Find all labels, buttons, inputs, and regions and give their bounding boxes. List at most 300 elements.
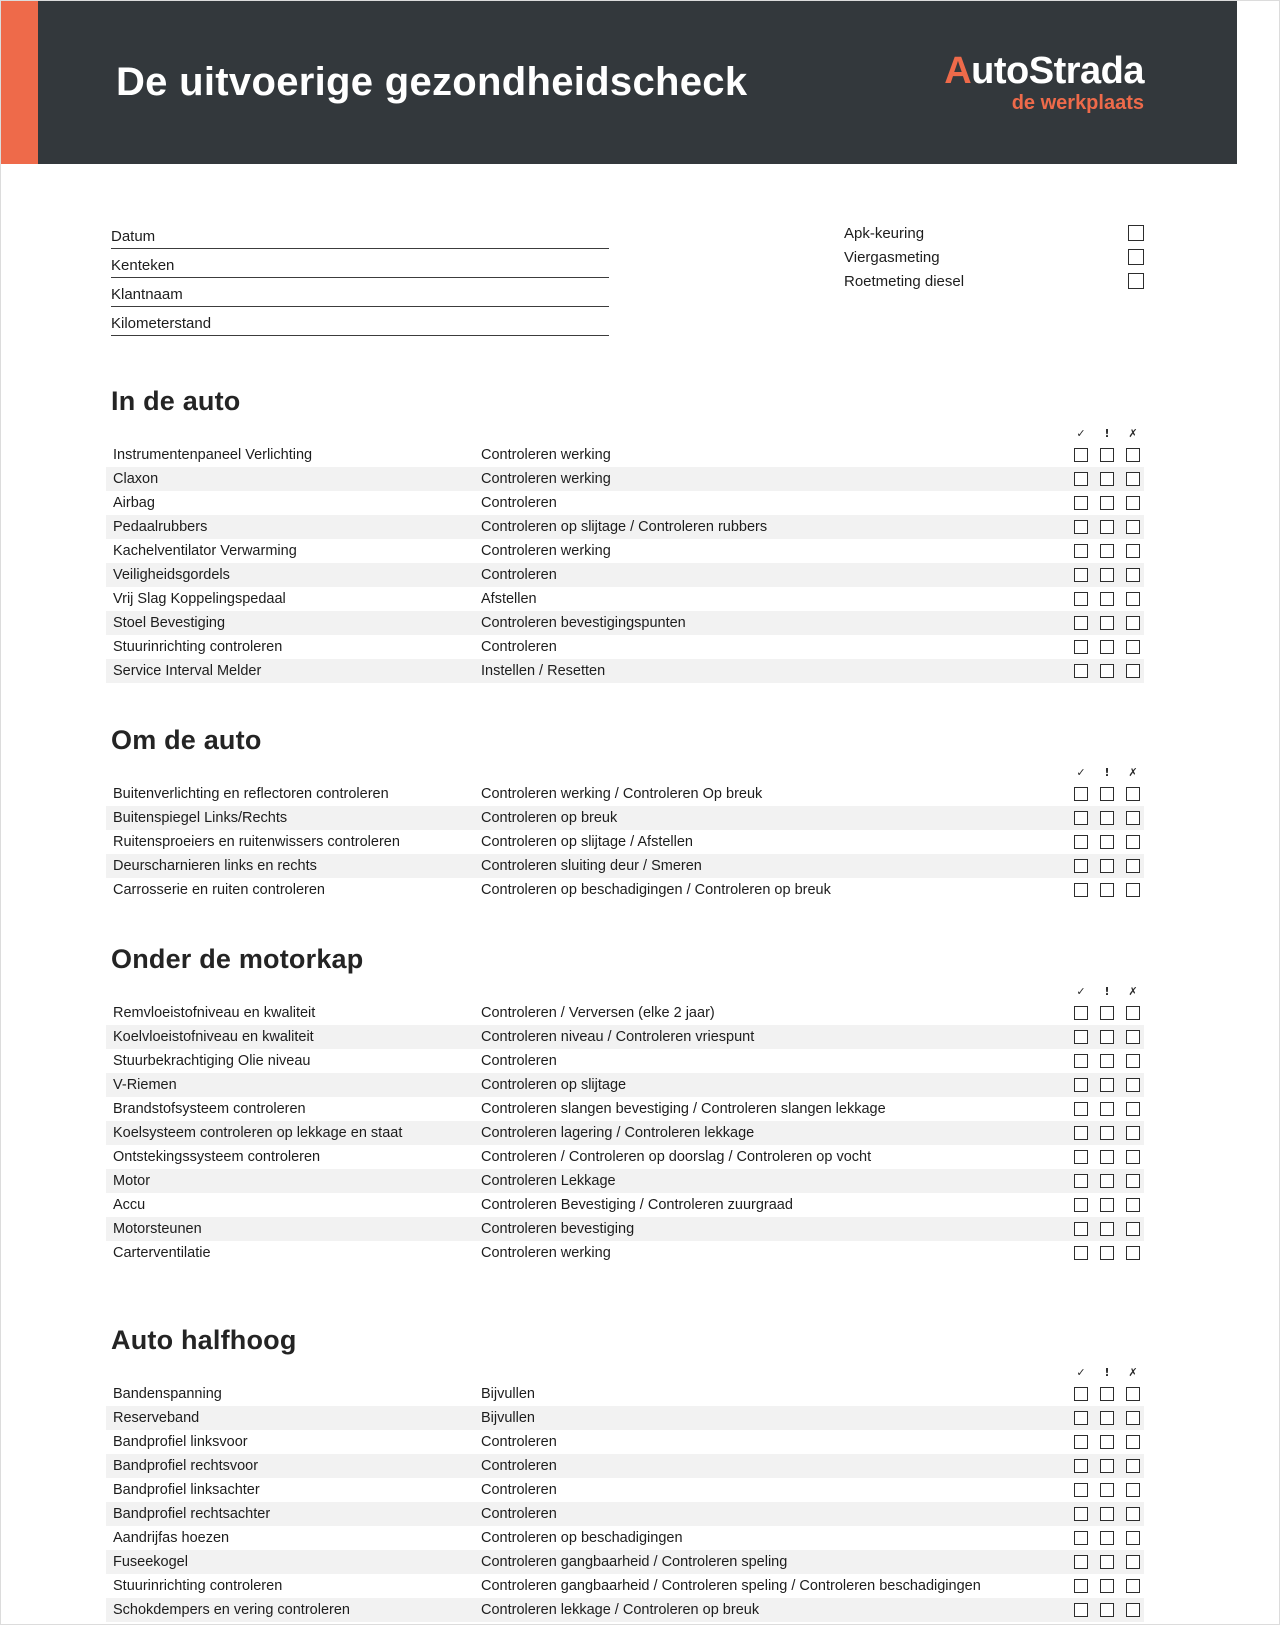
check-warning-checkbox[interactable] — [1100, 1555, 1114, 1569]
check-fail-checkbox[interactable] — [1126, 1198, 1140, 1212]
check-warning-checkbox[interactable] — [1100, 592, 1114, 606]
check-warning-checkbox[interactable] — [1100, 1126, 1114, 1140]
check-warning-checkbox[interactable] — [1100, 520, 1114, 534]
checklist-row — [106, 1193, 1144, 1217]
check-fail-checkbox[interactable] — [1126, 1054, 1140, 1068]
row-checkboxes — [1074, 1387, 1140, 1401]
checklist-row — [106, 659, 1144, 683]
item-name: Bandprofiel linksachter — [113, 1482, 260, 1498]
check-fail-checkbox[interactable] — [1126, 1222, 1140, 1236]
check-fail-checkbox[interactable] — [1126, 640, 1140, 654]
item-name: Carterventilatie — [113, 1245, 211, 1261]
checklist-row — [106, 1430, 1144, 1454]
symbol-warning-icon: ! — [1104, 1366, 1110, 1379]
check-fail-checkbox[interactable] — [1126, 1459, 1140, 1473]
item-action: Controleren — [481, 1434, 557, 1450]
item-action: Controleren — [481, 495, 557, 511]
item-name: Bandenspanning — [113, 1386, 222, 1402]
section-onder-de-motorkap — [106, 944, 1144, 1265]
row-checkboxes — [1074, 544, 1140, 558]
check-fail-checkbox[interactable] — [1126, 1603, 1140, 1617]
row-checkboxes — [1074, 1246, 1140, 1260]
check-fail-checkbox[interactable] — [1126, 472, 1140, 486]
check-warning-checkbox[interactable] — [1100, 811, 1114, 825]
check-warning-checkbox[interactable] — [1100, 1078, 1114, 1092]
item-name: Buitenspiegel Links/Rechts — [113, 810, 288, 826]
check-ok-checkbox[interactable] — [1074, 520, 1088, 534]
checklist-row — [106, 1121, 1144, 1145]
check-warning-checkbox[interactable] — [1100, 1435, 1114, 1449]
item-action: Controleren Lekkage — [481, 1173, 616, 1189]
check-ok-checkbox[interactable] — [1074, 1387, 1088, 1401]
check-warning-checkbox[interactable] — [1100, 496, 1114, 510]
check-ok-checkbox[interactable] — [1074, 1198, 1088, 1212]
datum-input[interactable] — [155, 220, 609, 245]
check-ok-checkbox[interactable] — [1074, 1126, 1088, 1140]
item-action: Controleren bevestiging — [481, 1221, 635, 1237]
check-fail-checkbox[interactable] — [1126, 1435, 1140, 1449]
item-name: V-Riemen — [113, 1077, 177, 1093]
check-warning-checkbox[interactable] — [1100, 1387, 1114, 1401]
item-action: Controleren sluiting deur / Smeren — [481, 858, 702, 874]
row-checkboxes — [1074, 1174, 1140, 1188]
check-ok-checkbox[interactable] — [1074, 1579, 1088, 1593]
item-action: Afstellen — [481, 591, 537, 607]
apk-keuring-checkbox[interactable] — [1128, 225, 1144, 241]
kenteken-input[interactable] — [174, 249, 609, 274]
check-ok-checkbox[interactable] — [1074, 496, 1088, 510]
check-fail-checkbox[interactable] — [1126, 1483, 1140, 1497]
page-header — [1, 1, 1237, 164]
check-fail-checkbox[interactable] — [1126, 616, 1140, 630]
section-title: In de auto — [111, 386, 241, 416]
row-checkboxes — [1074, 1555, 1140, 1569]
item-name: Ruitensproeiers en ruitenwissers controleren — [113, 834, 400, 850]
checklist-row — [106, 806, 1144, 830]
row-checkboxes — [1074, 1126, 1140, 1140]
item-name: Schokdempers en vering controleren — [113, 1602, 350, 1618]
item-name: Motor — [113, 1173, 151, 1189]
item-name: Bandprofiel linksvoor — [113, 1434, 248, 1450]
check-fail-checkbox[interactable] — [1126, 1531, 1140, 1545]
item-name: Koelsysteem controleren op lekkage en staat — [113, 1125, 403, 1141]
check-ok-checkbox[interactable] — [1074, 1174, 1088, 1188]
row-checkboxes — [1074, 811, 1140, 825]
item-action: Controleren lagering / Controleren lekkage — [481, 1125, 755, 1141]
check-warning-checkbox[interactable] — [1100, 664, 1114, 678]
item-name: Fuseekogel — [113, 1554, 188, 1570]
checklist-row — [106, 1478, 1144, 1502]
check-fail-checkbox[interactable] — [1126, 544, 1140, 558]
row-checkboxes — [1074, 787, 1140, 801]
row-checkboxes — [1074, 448, 1140, 462]
check-warning-checkbox[interactable] — [1100, 1030, 1114, 1044]
check-ok-checkbox[interactable] — [1074, 1006, 1088, 1020]
checklist-row — [106, 1574, 1144, 1598]
status-symbols-header — [106, 985, 1144, 998]
check-ok-checkbox[interactable] — [1074, 1507, 1088, 1521]
item-name: Reserveband — [113, 1410, 200, 1426]
item-action: Controleren — [481, 567, 557, 583]
row-checkboxes — [1074, 1507, 1140, 1521]
check-ok-checkbox[interactable] — [1074, 664, 1088, 678]
checklist-row — [106, 611, 1144, 635]
check-ok-checkbox[interactable] — [1074, 1102, 1088, 1116]
checklist-row — [106, 539, 1144, 563]
header-band — [38, 1, 1237, 164]
check-fail-checkbox[interactable] — [1126, 1174, 1140, 1188]
checklist-row — [106, 1097, 1144, 1121]
item-action: Controleren op breuk — [481, 810, 618, 826]
item-name: Stuurinrichting controleren — [113, 1578, 283, 1594]
symbol-ok-icon: ✓ — [1076, 427, 1086, 440]
item-name: Accu — [113, 1197, 146, 1213]
check-ok-checkbox[interactable] — [1074, 787, 1088, 801]
item-name: Ontstekingssysteem controleren — [113, 1149, 321, 1165]
symbol-warning-icon: ! — [1104, 985, 1110, 998]
status-symbols-header — [106, 427, 1144, 440]
section-title: Auto halfhoog — [111, 1325, 297, 1355]
check-fail-checkbox[interactable] — [1126, 1006, 1140, 1020]
check-fail-checkbox[interactable] — [1126, 1411, 1140, 1425]
check-warning-checkbox[interactable] — [1100, 1459, 1114, 1473]
check-fail-checkbox[interactable] — [1126, 664, 1140, 678]
check-ok-checkbox[interactable] — [1074, 448, 1088, 462]
accent-bar — [1, 1, 38, 164]
item-action: Controleren / Controleren op doorslag / Controleren op vocht — [481, 1149, 872, 1165]
item-name: Bandprofiel rechtsachter — [113, 1506, 271, 1522]
item-action: Controleren / Verversen (elke 2 jaar) — [481, 1005, 715, 1021]
item-name: Pedaalrubbers — [113, 519, 208, 535]
item-action: Controleren Bevestiging / Controleren zuurgraad — [481, 1197, 793, 1213]
inspection-options — [844, 220, 1144, 336]
item-action: Controleren — [481, 1053, 557, 1069]
check-ok-checkbox[interactable] — [1074, 883, 1088, 897]
check-warning-checkbox[interactable] — [1100, 1603, 1114, 1617]
row-checkboxes — [1074, 1531, 1140, 1545]
field-label: Klantnaam — [111, 286, 183, 303]
check-ok-checkbox[interactable] — [1074, 1030, 1088, 1044]
check-warning-checkbox[interactable] — [1100, 859, 1114, 873]
check-ok-checkbox[interactable] — [1074, 835, 1088, 849]
check-fail-checkbox[interactable] — [1126, 787, 1140, 801]
inspection-label: Roetmeting diesel — [844, 272, 965, 290]
symbol-fail-icon: ✗ — [1128, 1366, 1138, 1379]
check-warning-checkbox[interactable] — [1100, 568, 1114, 582]
check-ok-checkbox[interactable] — [1074, 1531, 1088, 1545]
check-warning-checkbox[interactable] — [1100, 1222, 1114, 1236]
checklist-row — [106, 1502, 1144, 1526]
item-action: Controleren — [481, 1458, 557, 1474]
form-field-kenteken — [111, 249, 609, 278]
item-action: Controleren op beschadigingen — [481, 1530, 683, 1546]
checklist-sections — [1, 386, 1279, 1622]
symbol-warning-icon: ! — [1104, 427, 1110, 440]
checklist-row — [106, 1049, 1144, 1073]
item-name: Stuurinrichting controleren — [113, 639, 283, 655]
form-field-datum — [111, 220, 609, 249]
inspection-label: Viergasmeting — [844, 248, 940, 266]
check-warning-checkbox[interactable] — [1100, 1102, 1114, 1116]
row-checkboxes — [1074, 835, 1140, 849]
section-auto-halfhoog — [106, 1325, 1144, 1622]
item-action: Controleren werking — [481, 471, 611, 487]
check-fail-checkbox[interactable] — [1126, 568, 1140, 582]
checklist-row — [106, 1025, 1144, 1049]
check-fail-checkbox[interactable] — [1126, 835, 1140, 849]
check-fail-checkbox[interactable] — [1126, 1126, 1140, 1140]
checklist-row — [106, 1073, 1144, 1097]
check-warning-checkbox[interactable] — [1100, 1198, 1114, 1212]
row-checkboxes — [1074, 1102, 1140, 1116]
check-fail-checkbox[interactable] — [1126, 1507, 1140, 1521]
check-ok-checkbox[interactable] — [1074, 1150, 1088, 1164]
item-name: Brandstofsysteem controleren — [113, 1101, 306, 1117]
form-fields — [111, 220, 609, 336]
checklist-row — [106, 854, 1144, 878]
row-checkboxes — [1074, 1603, 1140, 1617]
item-action: Controleren werking — [481, 447, 611, 463]
item-name: Bandprofiel rechtsvoor — [113, 1458, 259, 1474]
item-name: Airbag — [113, 495, 155, 511]
checklist-rows — [106, 443, 1144, 683]
item-action: Controleren werking — [481, 543, 611, 559]
item-action: Bijvullen — [481, 1386, 535, 1402]
row-checkboxes — [1074, 496, 1140, 510]
check-ok-checkbox[interactable] — [1074, 1411, 1088, 1425]
checklist-row — [106, 1241, 1144, 1265]
item-action: Controleren niveau / Controleren vriespunt — [481, 1029, 755, 1045]
symbol-ok-icon: ✓ — [1076, 766, 1086, 779]
row-checkboxes — [1074, 592, 1140, 606]
check-fail-checkbox[interactable] — [1126, 1102, 1140, 1116]
field-label: Kenteken — [111, 257, 175, 274]
item-action: Controleren — [481, 1482, 557, 1498]
symbol-ok-icon: ✓ — [1076, 985, 1086, 998]
item-name: Carrosserie en ruiten controleren — [113, 882, 325, 898]
row-checkboxes — [1074, 1030, 1140, 1044]
row-checkboxes — [1074, 1435, 1140, 1449]
kilometerstand-input[interactable] — [211, 307, 609, 332]
check-ok-checkbox[interactable] — [1074, 1555, 1088, 1569]
check-warning-checkbox[interactable] — [1100, 787, 1114, 801]
item-name: Deurscharnieren links en rechts — [113, 858, 317, 874]
form-field-klantnaam — [111, 278, 609, 307]
item-name: Kachelventilator Verwarming — [113, 543, 297, 559]
status-symbols-header — [106, 1366, 1144, 1379]
checklist-rows — [106, 782, 1144, 902]
page-title: De uitvoerige gezondheidscheck — [116, 60, 748, 104]
check-fail-checkbox[interactable] — [1126, 859, 1140, 873]
check-warning-checkbox[interactable] — [1100, 1246, 1114, 1260]
check-warning-checkbox[interactable] — [1100, 835, 1114, 849]
item-name: Motorsteunen — [113, 1221, 202, 1237]
checklist-row — [106, 467, 1144, 491]
row-checkboxes — [1074, 859, 1140, 873]
check-ok-checkbox[interactable] — [1074, 1078, 1088, 1092]
check-ok-checkbox[interactable] — [1074, 1603, 1088, 1617]
row-checkboxes — [1074, 1459, 1140, 1473]
checklist-row — [106, 515, 1144, 539]
check-warning-checkbox[interactable] — [1100, 1150, 1114, 1164]
roetmeting-diesel-checkbox[interactable] — [1128, 273, 1144, 289]
row-checkboxes — [1074, 1483, 1140, 1497]
row-checkboxes — [1074, 1411, 1140, 1425]
item-action: Controleren bevestigingspunten — [481, 615, 686, 631]
row-checkboxes — [1074, 1054, 1140, 1068]
row-checkboxes — [1074, 616, 1140, 630]
check-warning-checkbox[interactable] — [1100, 472, 1114, 486]
check-warning-checkbox[interactable] — [1100, 883, 1114, 897]
check-ok-checkbox[interactable] — [1074, 472, 1088, 486]
check-ok-checkbox[interactable] — [1074, 811, 1088, 825]
symbol-fail-icon: ✗ — [1128, 985, 1138, 998]
symbol-warning-icon: ! — [1104, 766, 1110, 779]
check-ok-checkbox[interactable] — [1074, 1483, 1088, 1497]
check-warning-checkbox[interactable] — [1100, 1579, 1114, 1593]
check-ok-checkbox[interactable] — [1074, 568, 1088, 582]
logo-subtitle: de werkplaats — [1011, 92, 1144, 114]
checklist-row — [106, 635, 1144, 659]
check-ok-checkbox[interactable] — [1074, 1246, 1088, 1260]
check-fail-checkbox[interactable] — [1126, 592, 1140, 606]
check-fail-checkbox[interactable] — [1126, 1579, 1140, 1593]
check-fail-checkbox[interactable] — [1126, 520, 1140, 534]
check-warning-checkbox[interactable] — [1100, 1483, 1114, 1497]
checklist-row — [106, 1598, 1144, 1622]
row-checkboxes — [1074, 1078, 1140, 1092]
check-fail-checkbox[interactable] — [1126, 883, 1140, 897]
checklist-row — [106, 878, 1144, 902]
item-name: Buitenverlichting en reflectoren controleren — [113, 786, 389, 802]
klantnaam-input[interactable] — [183, 278, 609, 303]
inspection-viergasmeting — [844, 245, 1144, 269]
checklist-row — [106, 491, 1144, 515]
check-ok-checkbox[interactable] — [1074, 640, 1088, 654]
checklist-row — [106, 1382, 1144, 1406]
checklist-row — [106, 443, 1144, 467]
check-warning-checkbox[interactable] — [1100, 1531, 1114, 1545]
item-action: Controleren op slijtage / Afstellen — [481, 834, 693, 850]
item-name: Stuurbekrachtiging Olie niveau — [113, 1053, 311, 1069]
checklist-row — [106, 1406, 1144, 1430]
row-checkboxes — [1074, 664, 1140, 678]
check-warning-checkbox[interactable] — [1100, 1411, 1114, 1425]
checklist-row — [106, 1001, 1144, 1025]
checklist-row — [106, 563, 1144, 587]
check-ok-checkbox[interactable] — [1074, 616, 1088, 630]
check-fail-checkbox[interactable] — [1126, 496, 1140, 510]
item-name: Service Interval Melder — [113, 663, 262, 679]
check-fail-checkbox[interactable] — [1126, 1078, 1140, 1092]
checklist-row — [106, 1145, 1144, 1169]
check-ok-checkbox[interactable] — [1074, 1435, 1088, 1449]
inspection-label: Apk-keuring — [844, 224, 925, 242]
row-checkboxes — [1074, 520, 1140, 534]
check-ok-checkbox[interactable] — [1074, 1222, 1088, 1236]
check-ok-checkbox[interactable] — [1074, 592, 1088, 606]
section-om-de-auto — [106, 725, 1144, 902]
item-action: Controleren lekkage / Controleren op breuk — [481, 1602, 760, 1618]
checklist-row — [106, 1217, 1144, 1241]
checklist-rows — [106, 1001, 1144, 1265]
field-label: Datum — [111, 228, 156, 245]
row-checkboxes — [1074, 1579, 1140, 1593]
item-name: Remvloeistofniveau en kwaliteit — [113, 1005, 316, 1021]
checklist-row — [106, 1526, 1144, 1550]
check-warning-checkbox[interactable] — [1100, 1507, 1114, 1521]
item-action: Controleren — [481, 1506, 557, 1522]
check-ok-checkbox[interactable] — [1074, 859, 1088, 873]
check-ok-checkbox[interactable] — [1074, 1459, 1088, 1473]
check-fail-checkbox[interactable] — [1126, 811, 1140, 825]
item-action: Controleren op slijtage — [481, 1077, 627, 1093]
item-name: Claxon — [113, 471, 159, 487]
item-action: Controleren slangen bevestiging / Controleren slangen lekkage — [481, 1101, 886, 1117]
item-action: Instellen / Resetten — [481, 663, 606, 679]
row-checkboxes — [1074, 1198, 1140, 1212]
checklist-row — [106, 782, 1144, 806]
check-warning-checkbox[interactable] — [1100, 1006, 1114, 1020]
check-ok-checkbox[interactable] — [1074, 544, 1088, 558]
form-field-kilometerstand — [111, 307, 609, 336]
check-fail-checkbox[interactable] — [1126, 1387, 1140, 1401]
check-ok-checkbox[interactable] — [1074, 1054, 1088, 1068]
check-warning-checkbox[interactable] — [1100, 640, 1114, 654]
check-warning-checkbox[interactable] — [1100, 1174, 1114, 1188]
check-warning-checkbox[interactable] — [1100, 616, 1114, 630]
item-action: Controleren — [481, 639, 557, 655]
viergasmeting-checkbox[interactable] — [1128, 249, 1144, 265]
check-fail-checkbox[interactable] — [1126, 1555, 1140, 1569]
top-form — [111, 220, 1144, 336]
item-name: Veiligheidsgordels — [113, 567, 230, 583]
symbol-fail-icon: ✗ — [1128, 427, 1138, 440]
check-warning-checkbox[interactable] — [1100, 448, 1114, 462]
item-name: Instrumentenpaneel Verlichting — [113, 447, 313, 463]
check-fail-checkbox[interactable] — [1126, 448, 1140, 462]
row-checkboxes — [1074, 1150, 1140, 1164]
row-checkboxes — [1074, 1222, 1140, 1236]
section-title: Onder de motorkap — [111, 944, 364, 974]
item-name: Aandrijfas hoezen — [113, 1530, 230, 1546]
inspection-roetmeting-diesel — [844, 269, 1144, 293]
checklist-row — [106, 1454, 1144, 1478]
inspection-apk-keuring — [844, 221, 1144, 245]
section-in-de-auto — [106, 386, 1144, 683]
check-fail-checkbox[interactable] — [1126, 1150, 1140, 1164]
item-action: Controleren op slijtage / Controleren rubbers — [481, 519, 768, 535]
check-fail-checkbox[interactable] — [1126, 1246, 1140, 1260]
row-checkboxes — [1074, 472, 1140, 486]
item-action: Bijvullen — [481, 1410, 535, 1426]
symbol-fail-icon: ✗ — [1128, 766, 1138, 779]
check-warning-checkbox[interactable] — [1100, 1054, 1114, 1068]
row-checkboxes — [1074, 568, 1140, 582]
item-name: Koelvloeistofniveau en kwaliteit — [113, 1029, 314, 1045]
checklist-row — [106, 1169, 1144, 1193]
item-action: Controleren op beschadigingen / Controleren op breuk — [481, 882, 831, 898]
checklist-rows — [106, 1382, 1144, 1622]
status-symbols-header — [106, 766, 1144, 779]
check-warning-checkbox[interactable] — [1100, 544, 1114, 558]
item-action: Controleren gangbaarheid / Controleren speling / Controleren beschadigingen — [481, 1578, 981, 1594]
checklist-row — [106, 830, 1144, 854]
item-name: Vrij Slag Koppelingspedaal — [113, 591, 286, 607]
checklist-row — [106, 587, 1144, 611]
row-checkboxes — [1074, 640, 1140, 654]
check-fail-checkbox[interactable] — [1126, 1030, 1140, 1044]
